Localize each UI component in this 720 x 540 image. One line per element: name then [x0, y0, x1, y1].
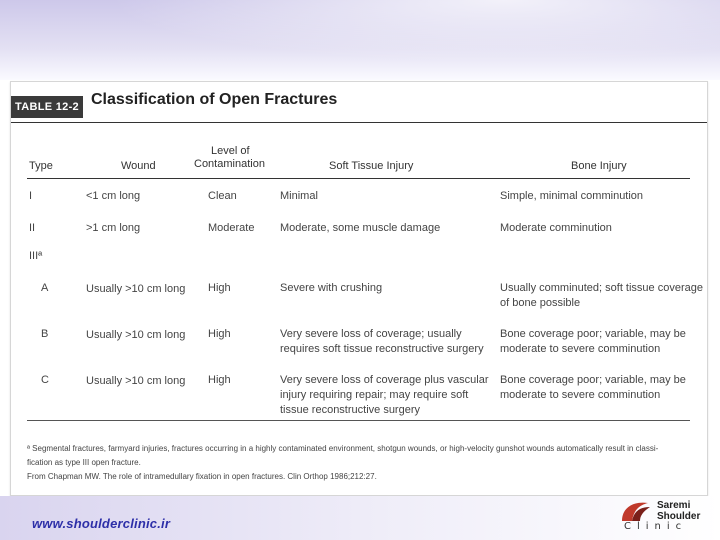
- table-tag: TABLE 12-2: [11, 96, 83, 118]
- row-soft-line2: requires soft tissue reconstructive surgery: [280, 343, 484, 355]
- row-contamination: High: [208, 374, 231, 386]
- row-type: A: [41, 282, 49, 294]
- row-contamination: High: [208, 328, 231, 340]
- row-soft-line2: injury requiring repair; may require soft: [280, 389, 469, 401]
- header-wound: Wound: [121, 160, 156, 172]
- table-title: Classification of Open Fractures: [91, 91, 338, 108]
- row-bone-line1: Usually comminuted; soft tissue coverage: [500, 282, 703, 294]
- header-soft-tissue: Soft Tissue Injury: [329, 160, 414, 172]
- header-level-line2: Contamination: [194, 158, 265, 170]
- row-soft-line1: Very severe loss of coverage; usually: [280, 328, 462, 340]
- footnote-line1: ª Segmental fractures, farmyard injuries, fractures occurring in a highly contaminated environment, shotgun wounds, or high-velocity gunshot wounds automatically result in classi-: [27, 444, 659, 453]
- header-decoration: [0, 0, 720, 80]
- row-soft-line3: tissue reconstructive surgery: [280, 404, 420, 416]
- row-type: I: [29, 190, 33, 202]
- row-bone-line1: Bone coverage poor; variable, may be: [500, 374, 686, 386]
- row-contamination: Clean: [208, 190, 237, 202]
- row-type: C: [41, 374, 49, 386]
- footnote-line2: fication as type III open fracture.: [27, 458, 141, 467]
- row-contamination: High: [208, 282, 231, 294]
- header-divider: [27, 178, 690, 179]
- row-wound: >1 cm long: [86, 222, 141, 234]
- logo-name-line1: Saremi: [657, 500, 691, 511]
- row-wound: <1 cm long: [86, 190, 141, 202]
- row-wound: Usually >10 cm long: [86, 375, 186, 387]
- row-soft-line1: Very severe loss of coverage plus vascular: [280, 374, 489, 386]
- row-soft: Moderate, some muscle damage: [280, 222, 441, 234]
- row-wound: Usually >10 cm long: [86, 283, 186, 295]
- logo-name-line2: Shoulder: [657, 511, 701, 522]
- source-citation: From Chapman MW. The role of intramedullary fixation in open fractures. Clin Orthop 1986;212:27.: [27, 472, 377, 481]
- header-bone: Bone Injury: [571, 160, 627, 172]
- row-bone: Moderate comminution: [500, 222, 612, 234]
- row-wound: Usually >10 cm long: [86, 329, 186, 341]
- row-type: B: [41, 328, 49, 340]
- table-image: [10, 81, 708, 496]
- row-soft: Minimal: [280, 190, 318, 202]
- row-soft: Severe with crushing: [280, 282, 383, 294]
- row-type: II: [29, 222, 36, 234]
- clinic-logo: [610, 497, 710, 537]
- header-type: Type: [29, 160, 53, 172]
- row-contamination: Moderate: [208, 222, 255, 234]
- website-link[interactable]: www.shoulderclinic.ir: [32, 516, 171, 531]
- row-bone-line2: moderate to severe comminution: [500, 343, 661, 355]
- title-divider: [11, 122, 707, 123]
- row-bone-line2: moderate to severe comminution: [500, 389, 661, 401]
- header-level-line1: Level of: [211, 145, 250, 157]
- row-bone: Simple, minimal comminution: [500, 190, 644, 202]
- table-bottom-divider: [27, 420, 690, 421]
- row-bone-line1: Bone coverage poor; variable, may be: [500, 328, 686, 340]
- row-type: IIIª: [29, 250, 43, 262]
- logo-clinic-text: Clinic: [624, 521, 688, 532]
- row-bone-line2: of bone possible: [500, 297, 581, 309]
